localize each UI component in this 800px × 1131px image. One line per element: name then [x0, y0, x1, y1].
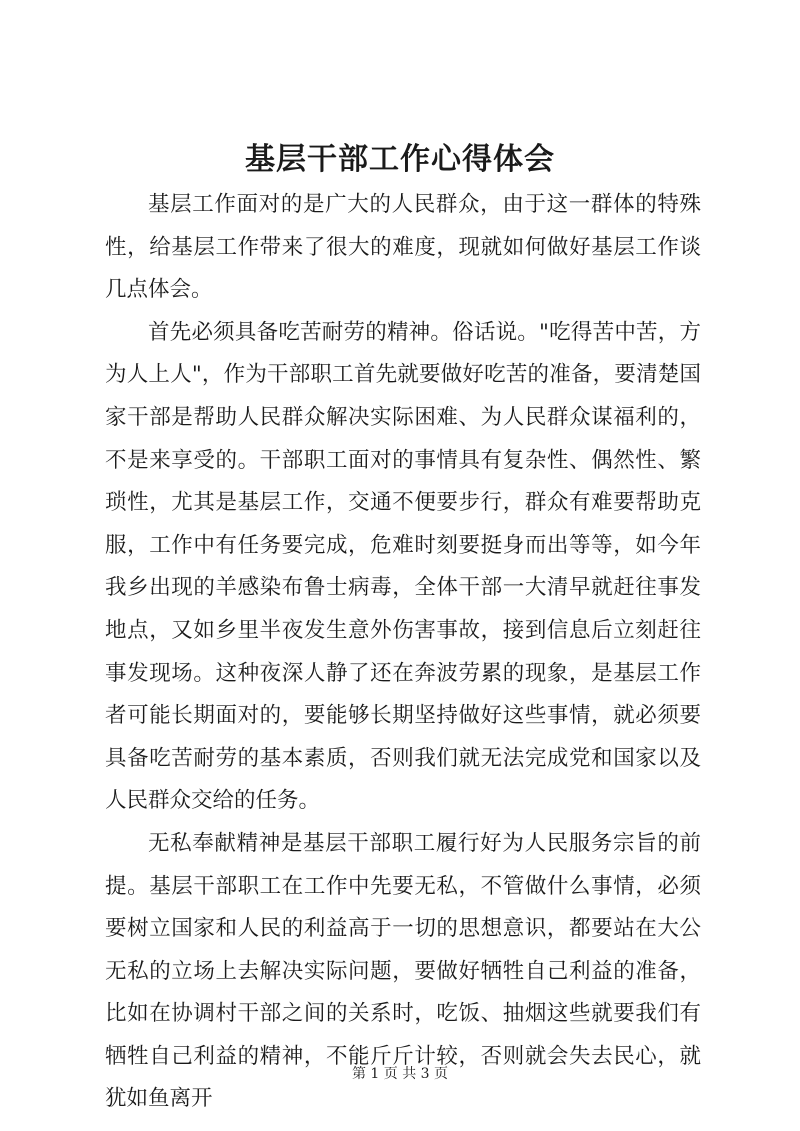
paragraph-intro: 基层工作面对的是广大的人民群众，由于这一群体的特殊性，给基层工作带来了很大的难度，现就如何做好基层工作谈几点体会。 — [105, 192, 701, 303]
document-title: 基层干部工作心得体会 — [245, 142, 555, 177]
paragraph-dedication: 无私奉献精神是基层干部职工履行好为人民服务宗旨的前提。基层干部职工在工作中先要无私，不管做什么事情，必须要树立国家和人民的利益高于一切的思想意识，都要站在大公无私的立场上去解决实际问题，要做好牺牲自己利益的准备，比如在协调村干部之间的关系时，吃饭、抽烟这些就要我们有牺牲自己利益的精神，不能斤斤计较，否则就会失去民心，就犹如鱼离开 — [105, 830, 701, 1112]
paragraph-hard-work: 首先必须具备吃苦耐劳的精神。俗话说。"吃得苦中苦，方为人上人"，作为干部职工首先就要做好吃苦的准备，要清楚国家干部是帮助人民群众解决实际困难、为人民群众谋福利的，不是来享受的。干部职工面对的事情具有复杂性、偶然性、繁琐性，尤其是基层工作，交通不便要步行，群众有难要帮助克服，工作中有任务要完成，危难时刻要挺身而出等等，如今年我乡出现的羊感染布鲁士病毒，全体干部一大清早就赶往事发地点，又如乡里半夜发生意外伤害事故，接到信息后立刻赶往事发现场。这种夜深人静了还在奔波劳累的现象，是基层工作者可能长期面对的，要能够长期坚持做好这些事情，就必须要具备吃苦耐劳的基本素质，否则我们就无法完成党和国家以及人民群众交给的任务。 — [105, 319, 701, 814]
document-body — [105, 184, 701, 1121]
page-footer: 第 1 页 共 3 页 — [351, 1066, 449, 1082]
